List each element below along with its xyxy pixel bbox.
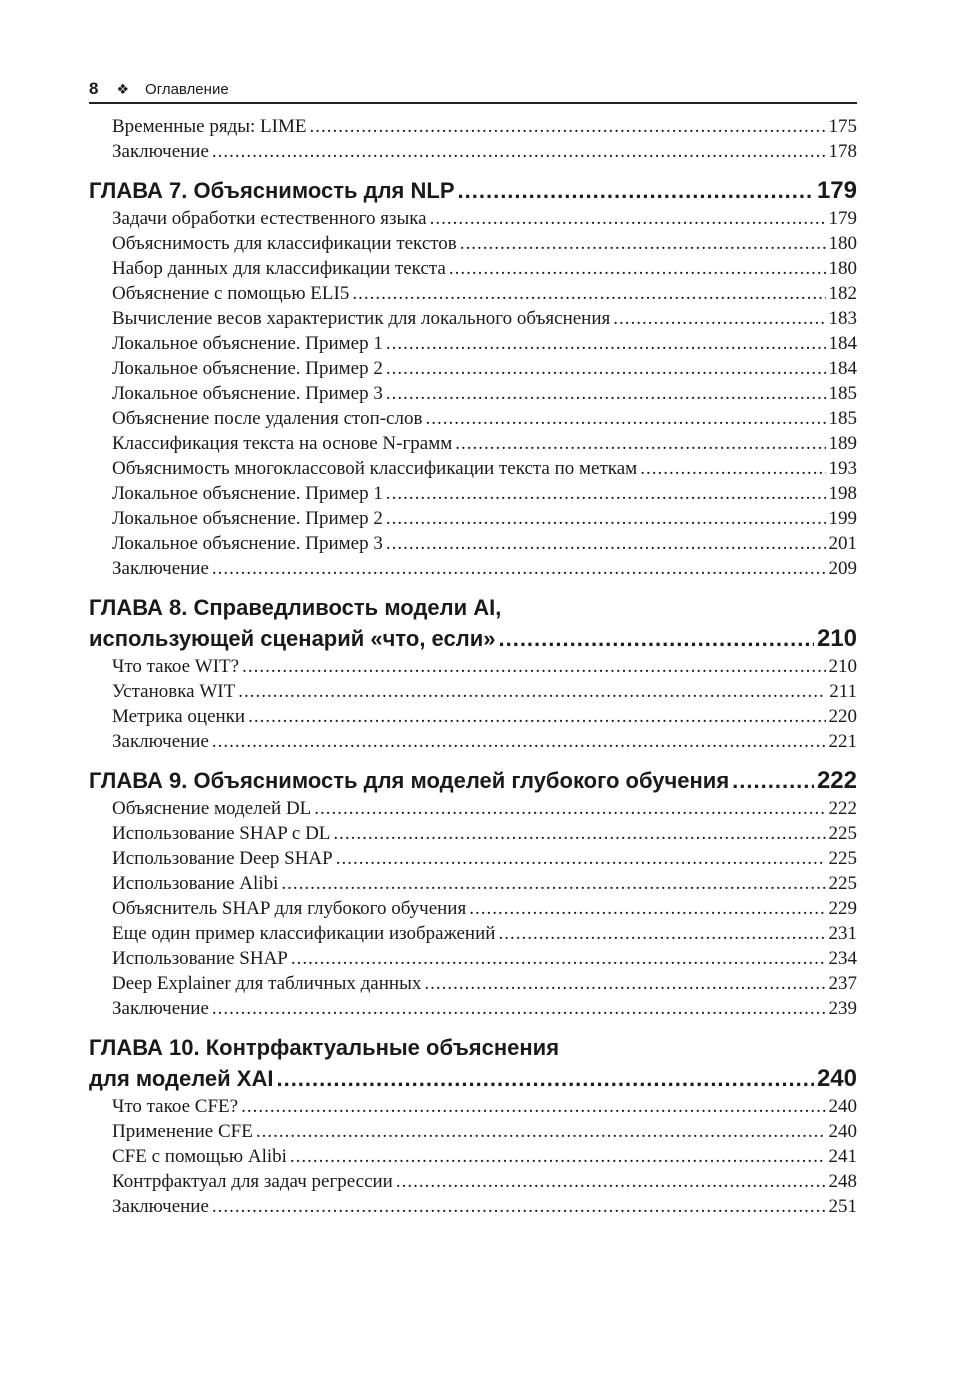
toc-entry-title: Заключение <box>112 998 209 1019</box>
chapter-title: ГЛАВА 8. Справедливость модели AI, <box>89 595 502 620</box>
toc-entry[interactable] <box>112 256 857 281</box>
toc-entry-page: 248 <box>828 1171 857 1192</box>
toc-entry-page: 178 <box>828 141 857 162</box>
toc-entry-title: Объяснимость многоклассовой классификации текста по меткам <box>112 458 638 479</box>
dot-leader <box>430 206 826 231</box>
toc-entry[interactable] <box>112 971 857 996</box>
toc-entry-page: 193 <box>828 458 857 479</box>
dot-leader <box>309 114 825 139</box>
toc-entry-page: 198 <box>828 483 857 504</box>
toc-entry[interactable] <box>112 1169 857 1194</box>
chapter-title-line <box>89 765 857 796</box>
dot-leader <box>336 846 826 871</box>
toc-entry[interactable] <box>112 654 857 679</box>
dot-leader <box>248 704 825 729</box>
toc-entry[interactable] <box>112 506 857 531</box>
toc-entry-title: Объяснение после удаления стоп-слов <box>112 408 423 429</box>
toc-entry-page: 180 <box>828 233 857 254</box>
toc-entry-title: Локальное объяснение. Пример 3 <box>112 533 383 554</box>
chapter-title-line <box>89 175 857 206</box>
toc-entry-title: Заключение <box>112 141 209 162</box>
toc-entry-title: Использование Deep SHAP <box>112 848 333 869</box>
toc-entry-title: Использование SHAP с DL <box>112 823 331 844</box>
toc-entry-title: Deep Explainer для табличных данных <box>112 973 422 994</box>
toc-entry[interactable] <box>112 821 857 846</box>
toc-entry[interactable] <box>112 456 857 481</box>
toc-entry[interactable] <box>112 114 857 139</box>
toc-entry[interactable] <box>112 1194 857 1219</box>
toc-entry[interactable] <box>112 871 857 896</box>
toc-entry-page: 180 <box>828 258 857 279</box>
dot-leader <box>241 1094 825 1119</box>
toc-entry-title: Локальное объяснение. Пример 3 <box>112 383 383 404</box>
toc-entry-page: 240 <box>828 1121 857 1142</box>
chapter-title-line <box>89 623 857 654</box>
toc-entry[interactable] <box>112 331 857 356</box>
toc-entry-title: Объяснитель SHAP для глубокого обучения <box>112 898 467 919</box>
toc-entry-page: 179 <box>828 208 857 229</box>
dot-leader <box>498 921 825 946</box>
toc-entry-page: 241 <box>828 1146 857 1167</box>
toc-entry-title: Применение CFE <box>112 1121 253 1142</box>
toc-entry[interactable] <box>112 206 857 231</box>
toc-entry-title: Использование Alibi <box>112 873 279 894</box>
toc-entry-page: 183 <box>828 308 857 329</box>
toc-entry-title: CFE с помощью Alibi <box>112 1146 287 1167</box>
chapter-title: ГЛАВА 10. Контрфактуальные объяснения <box>89 1035 560 1060</box>
toc-entry-title: Установка WIT <box>112 681 236 702</box>
dot-leader <box>212 1194 826 1219</box>
toc-entry[interactable] <box>112 281 857 306</box>
chapter-heading[interactable] <box>89 592 857 654</box>
toc-entry[interactable] <box>112 729 857 754</box>
dot-leader <box>238 679 826 704</box>
toc-entry-title: Еще один пример классификации изображений <box>112 923 496 944</box>
toc-entry-title: Локальное объяснение. Пример 1 <box>112 483 383 504</box>
chapter-title-line <box>89 1032 857 1063</box>
chapter-page: 222 <box>816 767 857 794</box>
dot-leader <box>469 896 825 921</box>
dot-leader <box>498 623 813 654</box>
toc-entry-page: 229 <box>828 898 857 919</box>
toc-entry-page: 184 <box>828 333 857 354</box>
dot-leader <box>314 796 825 821</box>
dot-leader <box>425 406 825 431</box>
toc-entry-page: 175 <box>828 116 857 137</box>
toc-entry-title: Заключение <box>112 1196 209 1217</box>
toc-entry[interactable] <box>112 896 857 921</box>
toc-entry-title: Что такое WIT? <box>112 656 240 677</box>
toc-entry-title: Временные ряды: LIME <box>112 116 307 137</box>
dot-leader <box>449 256 826 281</box>
toc-entry[interactable] <box>112 704 857 729</box>
dot-leader <box>212 996 826 1021</box>
dot-leader <box>276 1063 813 1094</box>
toc-entry-page: 239 <box>828 998 857 1019</box>
toc-entry[interactable] <box>112 356 857 381</box>
chapter-title-line <box>89 592 857 623</box>
toc-entry-page: 225 <box>828 873 857 894</box>
toc-entry[interactable] <box>112 996 857 1021</box>
toc-entry-title: Классификация текста на основе N-грамм <box>112 433 453 454</box>
toc-entry-page: 199 <box>828 508 857 529</box>
toc-entry-page: 210 <box>828 656 857 677</box>
toc-entry[interactable] <box>112 306 857 331</box>
chapter-title: ГЛАВА 7. Объяснимость для NLP <box>89 178 455 203</box>
dot-leader <box>396 1169 826 1194</box>
toc-entry-page: 211 <box>829 681 857 702</box>
dot-leader <box>640 456 825 481</box>
dot-leader <box>458 175 814 206</box>
toc-entry-page: 182 <box>828 283 857 304</box>
toc-entry-page: 185 <box>828 408 857 429</box>
dot-leader <box>333 821 825 846</box>
chapter-page: 210 <box>816 625 857 652</box>
toc-entry-title: Локальное объяснение. Пример 1 <box>112 333 383 354</box>
chapter-title: использующей сценарий «что, если» <box>89 626 496 651</box>
toc-entry[interactable] <box>112 921 857 946</box>
toc-entry-title: Заключение <box>112 731 209 752</box>
dot-leader <box>291 946 826 971</box>
toc-entry-title: Локальное объяснение. Пример 2 <box>112 358 383 379</box>
toc-entry[interactable] <box>112 796 857 821</box>
chapter-heading[interactable] <box>89 1032 857 1094</box>
toc-entry[interactable] <box>112 846 857 871</box>
toc-entry-title: Метрика оценки <box>112 706 246 727</box>
toc-entry[interactable] <box>112 1119 857 1144</box>
toc-entry[interactable] <box>112 381 857 406</box>
chapter-title-line <box>89 1063 857 1094</box>
chapter-title: для моделей XAI <box>89 1066 274 1091</box>
dot-leader <box>455 431 825 456</box>
toc-entry[interactable] <box>112 481 857 506</box>
table-of-contents <box>89 114 857 1219</box>
toc-entry-page: 209 <box>828 558 857 579</box>
toc-entry[interactable] <box>112 556 857 581</box>
toc-entry-title: Заключение <box>112 558 209 579</box>
toc-entry[interactable] <box>112 406 857 431</box>
toc-entry[interactable] <box>112 531 857 556</box>
toc-entry-page: 225 <box>828 823 857 844</box>
toc-entry-page: 222 <box>828 798 857 819</box>
dot-leader <box>290 1144 826 1169</box>
toc-entry-title: Что такое CFE? <box>112 1096 239 1117</box>
toc-entry-title: Объяснение моделей DL <box>112 798 312 819</box>
toc-entry[interactable] <box>112 431 857 456</box>
toc-entry-page: 221 <box>828 731 857 752</box>
chapter-title: ГЛАВА 9. Объяснимость для моделей глубокого обучения <box>89 768 730 793</box>
dot-leader <box>212 139 826 164</box>
toc-entry-title: Контрфактуал для задач регрессии <box>112 1171 393 1192</box>
dot-leader <box>386 506 826 531</box>
toc-entry-title: Вычисление весов характеристик для локального объяснения <box>112 308 611 329</box>
toc-entry-title: Использование SHAP <box>112 948 288 969</box>
toc-entry-page: 231 <box>828 923 857 944</box>
dot-leader <box>386 481 826 506</box>
toc-entry[interactable] <box>112 231 857 256</box>
toc-entry[interactable] <box>112 1144 857 1169</box>
chapter-page: 240 <box>816 1065 857 1092</box>
running-title: Оглавление <box>145 80 229 98</box>
dot-leader <box>613 306 825 331</box>
toc-entry[interactable] <box>112 139 857 164</box>
toc-entry-title: Задачи обработки естественного языка <box>112 208 427 229</box>
toc-entry[interactable] <box>112 946 857 971</box>
dot-leader <box>386 531 826 556</box>
dot-leader <box>352 281 825 306</box>
toc-entry-page: 240 <box>828 1096 857 1117</box>
dot-leader <box>386 356 826 381</box>
toc-page <box>89 76 857 1219</box>
toc-entry-page: 184 <box>828 358 857 379</box>
page-number: 8 <box>89 79 99 98</box>
toc-entry-page: 234 <box>828 948 857 969</box>
dot-leader <box>460 231 826 256</box>
dot-leader <box>386 381 826 406</box>
toc-entry-page: 189 <box>828 433 857 454</box>
dot-leader <box>212 729 826 754</box>
dot-leader <box>386 331 826 356</box>
toc-entry-title: Объяснимость для классификации текстов <box>112 233 457 254</box>
dot-leader <box>281 871 825 896</box>
toc-entry-page: 251 <box>828 1196 857 1217</box>
ornament-icon: ❖ <box>116 80 130 97</box>
chapter-heading[interactable] <box>89 765 857 796</box>
toc-entry-title: Набор данных для классификации текста <box>112 258 446 279</box>
dot-leader <box>424 971 825 996</box>
toc-entry-page: 225 <box>828 848 857 869</box>
toc-entry-title: Объяснение с помощью ELI5 <box>112 283 350 304</box>
running-header <box>89 76 857 104</box>
dot-leader <box>256 1119 826 1144</box>
chapter-heading[interactable] <box>89 175 857 206</box>
toc-entry-page: 220 <box>828 706 857 727</box>
toc-entry-page: 237 <box>828 973 857 994</box>
chapter-page: 179 <box>816 177 857 204</box>
dot-leader <box>242 654 825 679</box>
toc-entry-page: 201 <box>828 533 857 554</box>
toc-entry-page: 185 <box>828 383 857 404</box>
toc-entry[interactable] <box>112 679 857 704</box>
toc-entry[interactable] <box>112 1094 857 1119</box>
dot-leader <box>212 556 826 581</box>
dot-leader <box>732 765 814 796</box>
toc-entry-title: Локальное объяснение. Пример 2 <box>112 508 383 529</box>
